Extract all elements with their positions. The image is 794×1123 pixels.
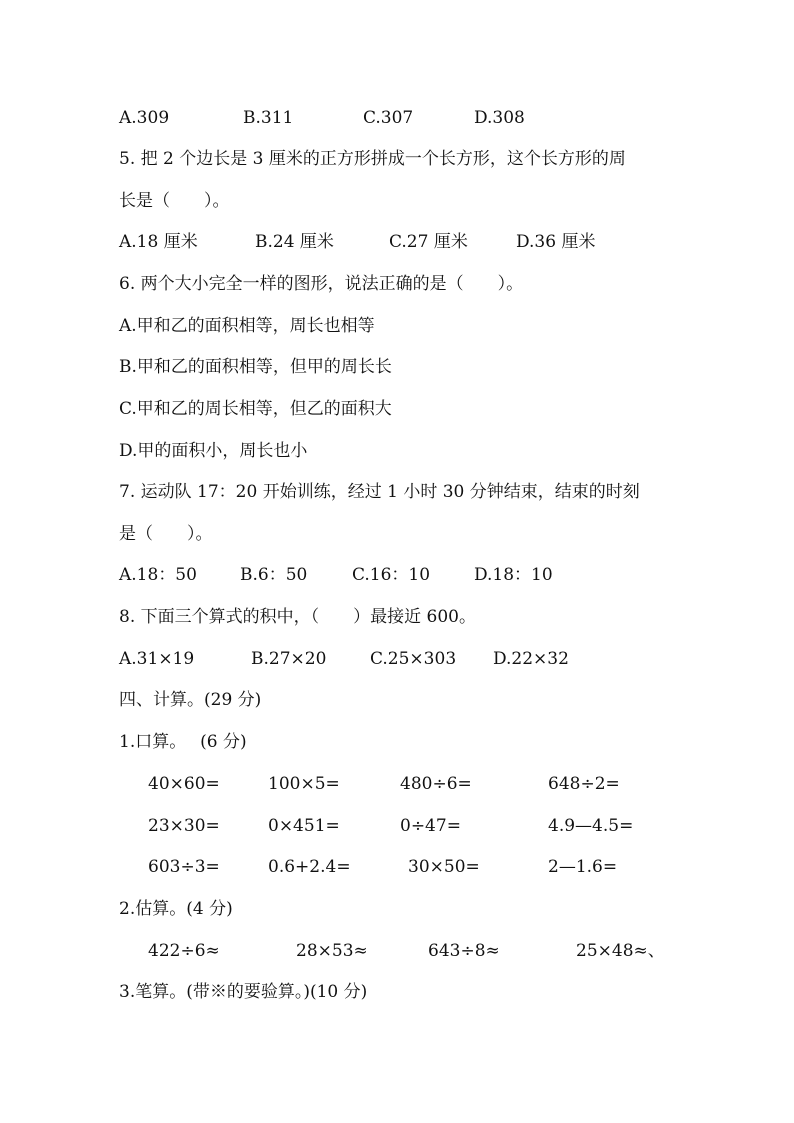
q6-option-b: B.甲和乙的面积相等，但甲的周长长 [119,357,392,377]
oral-item: 100×5= [268,774,340,794]
q8-option-c: C.25×303 [370,649,457,669]
q7-option-a: A.18：50 [119,565,197,585]
estimate-title: 2.估算。(4 分) [119,899,233,919]
q7-stem-line2: 是（ ）。 [119,524,213,544]
q7-option-b: B.6：50 [240,565,308,585]
oral-item: 480÷6= [400,774,472,794]
oral-calc-title: 1.口算。 (6 分) [119,732,247,752]
q8-option-b: B.27×20 [251,649,327,669]
q6-option-c: C.甲和乙的周长相等，但乙的面积大 [119,399,392,419]
q8-option-a: A.31×19 [119,649,195,669]
q7-option-d: D.18：10 [474,565,553,585]
written-calc-title: 3.笔算。(带※的要验算。)(10 分) [119,982,368,1002]
oral-item: 648÷2= [548,774,620,794]
q5-option-b: B.24 厘米 [255,232,334,252]
q4-option-d: D.308 [474,108,525,128]
q6-stem: 6. 两个大小完全一样的图形，说法正确的是（ ）。 [119,274,524,294]
oral-item: 30×50= [408,857,480,877]
estimate-item: 422÷6≈ [148,941,220,961]
q6-option-a: A.甲和乙的面积相等，周长也相等 [119,316,375,336]
oral-item: 603÷3= [148,857,220,877]
q5-option-a: A.18 厘米 [119,232,198,252]
q8-stem: 8. 下面三个算式的积中，（ ）最接近 600。 [119,607,476,627]
q5-option-c: C.27 厘米 [389,232,468,252]
oral-item: 0.6+2.4= [268,857,351,877]
oral-item: 0÷47= [400,816,461,836]
oral-item: 2—1.6= [548,857,618,877]
estimate-item: 28×53≈ [296,941,368,961]
estimate-item: 25×48≈、 [576,941,665,961]
estimate-item: 643÷8≈ [428,941,500,961]
q4-option-b: B.311 [243,108,294,128]
oral-item: 23×30= [148,816,220,836]
q5-option-d: D.36 厘米 [516,232,596,252]
oral-item: 0×451= [268,816,340,836]
q5-stem-line1: 5. 把 2 个边长是 3 厘米的正方形拼成一个长方形，这个长方形的周 [119,149,626,169]
q4-option-c: C.307 [363,108,414,128]
q5-stem-line2: 长是（ ）。 [119,191,230,211]
q7-stem-line1: 7. 运动队 17：20 开始训练，经过 1 小时 30 分钟结束，结束的时刻 [119,482,640,502]
oral-item: 4.9—4.5= [548,816,634,836]
oral-item: 40×60= [148,774,220,794]
section4-heading: 四、计算。(29 分) [119,690,262,710]
q8-option-d: D.22×32 [493,649,569,669]
q4-option-a: A.309 [119,108,170,128]
q7-option-c: C.16：10 [352,565,431,585]
q6-option-d: D.甲的面积小，周长也小 [119,441,308,461]
